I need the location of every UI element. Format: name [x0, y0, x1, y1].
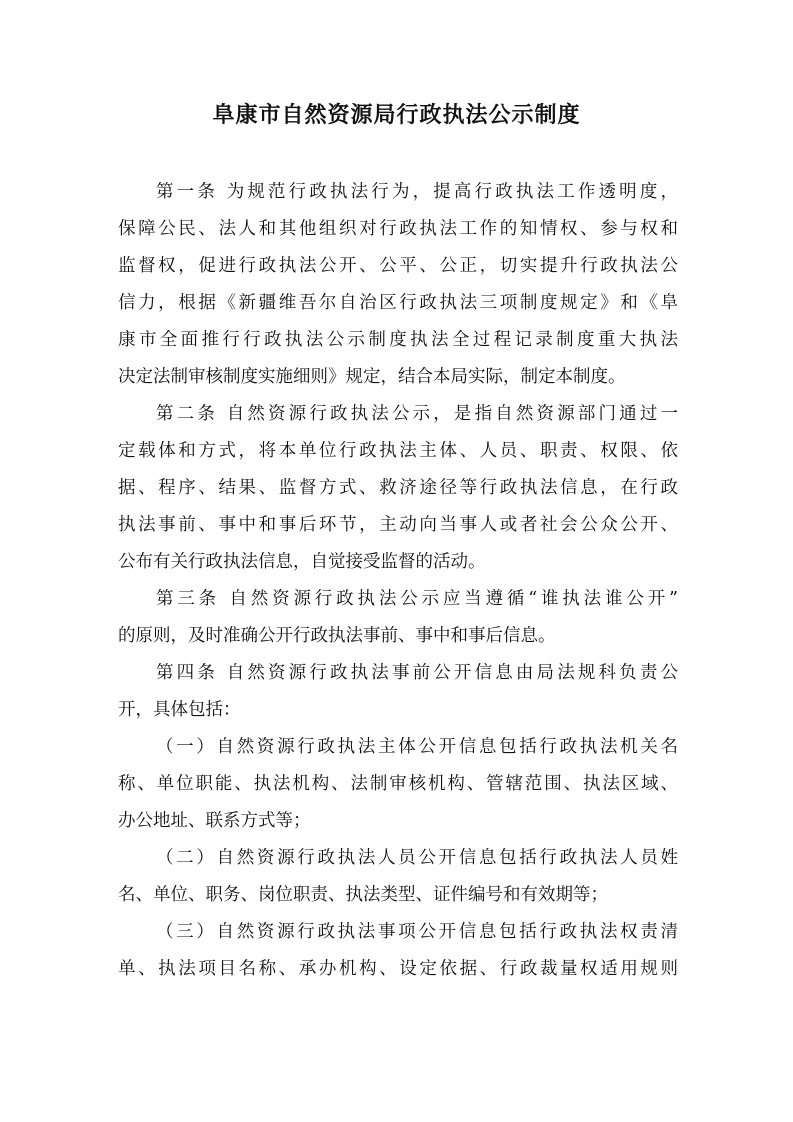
text-line: 第三条 自然资源行政执法公示应当遵循“谁执法谁公开” [156, 589, 678, 609]
text-line: 执法事前、事中和事后环节，主动向当事人或者社会公众公开、 [118, 515, 678, 535]
text-line: 监督权，促进行政执法公开、公平、公正，切实提升行政执法公 [118, 256, 678, 276]
article-4 [118, 655, 678, 729]
text-line: （三）自然资源行政执法事项公开信息包括行政执法权责清 [156, 922, 678, 942]
text-line: 第四条 自然资源行政执法事前公开信息由局法规科负责公 [156, 663, 678, 683]
text-line: 办公地址、联系方式等； [118, 811, 311, 831]
article-2 [118, 396, 678, 581]
list-item-1 [118, 729, 678, 840]
text-line: （一）自然资源行政执法主体公开信息包括行政执法机关名 [156, 737, 678, 757]
text-line: 名、单位、职务、岗位职责、执法类型、证件编号和有效期等； [118, 885, 608, 905]
text-line: 开，具体包括： [118, 700, 241, 720]
text-line: 定载体和方式，将本单位行政执法主体、人员、职责、权限、依 [118, 441, 678, 461]
list-item-2 [118, 840, 678, 914]
text-line: 据、程序、结果、监督方式、救济途径等行政执法信息，在行政 [118, 478, 678, 498]
text-line: 第一条 为规范行政执法行为，提高行政执法工作透明度， [156, 182, 678, 202]
text-line: 第二条 自然资源行政执法公示，是指自然资源部门通过一 [156, 404, 678, 424]
text-line: 决定法制审核制度实施细则》规定，结合本局实际，制定本制度。 [118, 367, 626, 387]
document-body [118, 174, 678, 988]
text-line: 称、单位职能、执法机构、法制审核机构、管辖范围、执法区域、 [118, 774, 678, 794]
article-1 [118, 174, 678, 396]
text-line: 公布有关行政执法信息，自觉接受监督的活动。 [118, 552, 486, 572]
text-line: 的原则，及时准确公开行政执法事前、事中和事后信息。 [118, 626, 556, 646]
document-title: 阜康市自然资源局行政执法公示制度 [212, 102, 581, 128]
list-item-3 [118, 914, 678, 988]
text-line: 单、执法项目名称、承办机构、设定依据、行政裁量权适用规则 [118, 959, 678, 979]
article-3 [118, 581, 678, 655]
text-line: 保障公民、法人和其他组织对行政执法工作的知情权、参与权和 [118, 219, 678, 239]
text-line: 康市全面推行行政执法公示制度执法全过程记录制度重大执法 [118, 330, 678, 350]
text-line: （二）自然资源行政执法人员公开信息包括行政执法人员姓 [156, 848, 678, 868]
text-line: 信力，根据《新疆维吾尔自治区行政执法三项制度规定》和《阜 [118, 293, 678, 313]
